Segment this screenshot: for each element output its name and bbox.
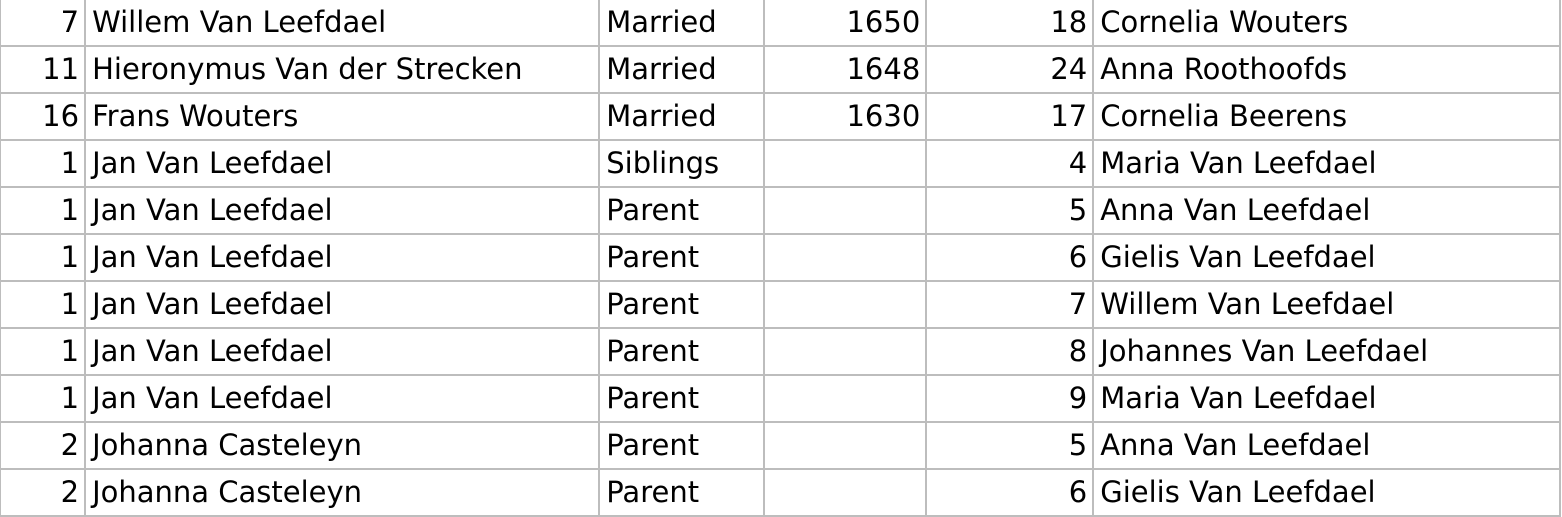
cell-from-id[interactable]: 1: [0, 281, 85, 328]
table-row: [0, 187, 1560, 234]
cell-year[interactable]: [764, 187, 926, 234]
cell-year[interactable]: 1630: [764, 93, 926, 140]
cell-from-id[interactable]: 1: [0, 234, 85, 281]
cell-from-id[interactable]: 1: [0, 187, 85, 234]
cell-to-id[interactable]: 6: [926, 469, 1093, 516]
cell-year[interactable]: [764, 140, 926, 187]
cell-from-id[interactable]: 7: [0, 0, 85, 46]
cell-from-name[interactable]: Willem Van Leefdael: [85, 0, 599, 46]
cell-from-name[interactable]: Jan Van Leefdael: [85, 328, 599, 375]
table-row: [0, 0, 1560, 46]
cell-relation[interactable]: Married: [599, 46, 764, 93]
table-row: [0, 46, 1560, 93]
table-row: [0, 328, 1560, 375]
cell-to-id[interactable]: 6: [926, 234, 1093, 281]
cell-to-name[interactable]: Maria Van Leefdael: [1093, 375, 1560, 422]
cell-to-name[interactable]: Anna Roothoofds: [1093, 46, 1560, 93]
cell-from-name[interactable]: Johanna Casteleyn: [85, 469, 599, 516]
cell-to-id[interactable]: 17: [926, 93, 1093, 140]
cell-from-id[interactable]: 1: [0, 375, 85, 422]
cell-from-name[interactable]: Jan Van Leefdael: [85, 234, 599, 281]
table-row: [0, 93, 1560, 140]
table-row: [0, 422, 1560, 469]
cell-relation[interactable]: Parent: [599, 469, 764, 516]
cell-from-name[interactable]: Jan Van Leefdael: [85, 140, 599, 187]
cell-from-name[interactable]: Jan Van Leefdael: [85, 187, 599, 234]
cell-relation[interactable]: Parent: [599, 187, 764, 234]
cell-to-id[interactable]: 18: [926, 0, 1093, 46]
cell-relation[interactable]: Parent: [599, 281, 764, 328]
table-row: [0, 281, 1560, 328]
cell-to-name[interactable]: Anna Van Leefdael: [1093, 422, 1560, 469]
cell-to-name[interactable]: Johannes Van Leefdael: [1093, 328, 1560, 375]
cell-year[interactable]: 1648: [764, 46, 926, 93]
cell-to-name[interactable]: Anna Van Leefdael: [1093, 187, 1560, 234]
cell-to-name[interactable]: Gielis Van Leefdael: [1093, 469, 1560, 516]
cell-relation[interactable]: Married: [599, 93, 764, 140]
table-row: [0, 140, 1560, 187]
cell-to-name[interactable]: Willem Van Leefdael: [1093, 281, 1560, 328]
cell-from-id[interactable]: 16: [0, 93, 85, 140]
cell-to-id[interactable]: 24: [926, 46, 1093, 93]
table-row: [0, 375, 1560, 422]
cell-to-id[interactable]: 7: [926, 281, 1093, 328]
cell-year[interactable]: [764, 375, 926, 422]
cell-year[interactable]: 1650: [764, 0, 926, 46]
cell-from-id[interactable]: 2: [0, 469, 85, 516]
cell-relation[interactable]: Parent: [599, 422, 764, 469]
cell-relation[interactable]: Parent: [599, 234, 764, 281]
cell-relation[interactable]: Married: [599, 0, 764, 46]
cell-year[interactable]: [764, 234, 926, 281]
cell-to-id[interactable]: 5: [926, 187, 1093, 234]
cell-to-name[interactable]: Maria Van Leefdael: [1093, 140, 1560, 187]
cell-from-name[interactable]: Frans Wouters: [85, 93, 599, 140]
cell-to-name[interactable]: Cornelia Wouters: [1093, 0, 1560, 46]
cell-from-id[interactable]: 2: [0, 422, 85, 469]
cell-relation[interactable]: Parent: [599, 328, 764, 375]
cell-from-name[interactable]: Johanna Casteleyn: [85, 422, 599, 469]
cell-from-name[interactable]: Hieronymus Van der Strecken: [85, 46, 599, 93]
cell-year[interactable]: [764, 281, 926, 328]
cell-from-name[interactable]: Jan Van Leefdael: [85, 375, 599, 422]
cell-from-id[interactable]: 1: [0, 140, 85, 187]
cell-from-id[interactable]: 11: [0, 46, 85, 93]
cell-relation[interactable]: Parent: [599, 375, 764, 422]
cell-to-id[interactable]: 9: [926, 375, 1093, 422]
cell-year[interactable]: [764, 328, 926, 375]
cell-to-name[interactable]: Gielis Van Leefdael: [1093, 234, 1560, 281]
cell-from-id[interactable]: 1: [0, 328, 85, 375]
cell-to-id[interactable]: 8: [926, 328, 1093, 375]
cell-to-name[interactable]: Cornelia Beerens: [1093, 93, 1560, 140]
cell-from-name[interactable]: Jan Van Leefdael: [85, 281, 599, 328]
table-row: [0, 234, 1560, 281]
cell-year[interactable]: [764, 422, 926, 469]
cell-to-id[interactable]: 5: [926, 422, 1093, 469]
cell-relation[interactable]: Siblings: [599, 140, 764, 187]
cell-to-id[interactable]: 4: [926, 140, 1093, 187]
